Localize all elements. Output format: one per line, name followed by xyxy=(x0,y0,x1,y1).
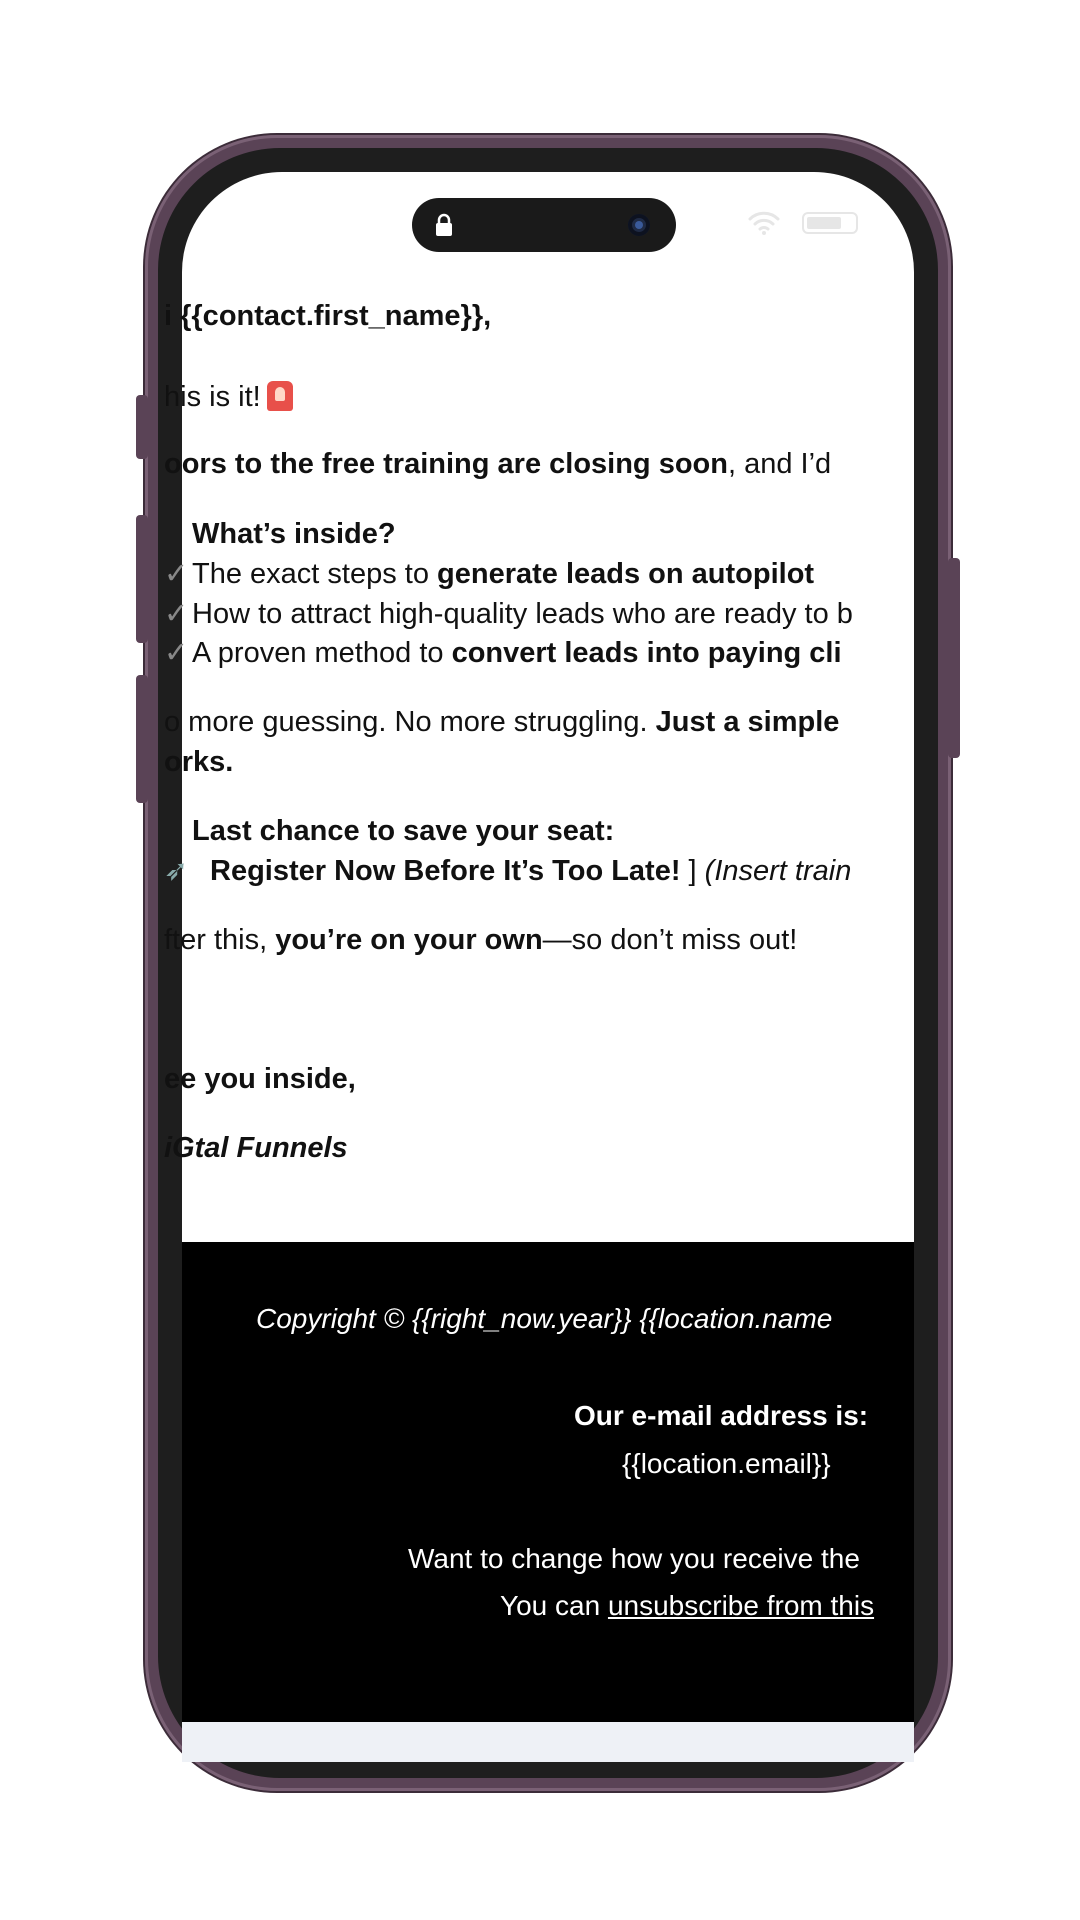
email-footer xyxy=(182,1242,914,1722)
see-you-line: ee you inside, xyxy=(164,1063,356,1095)
lock-icon xyxy=(434,213,454,237)
register-link[interactable]: Register Now Before It’s Too Late! xyxy=(210,855,681,887)
email-value[interactable]: {{location.email}} xyxy=(622,1448,831,1479)
volume-down-button xyxy=(136,675,148,803)
no-more-line: o more guessing. No more struggling. Just a simple xyxy=(164,706,840,738)
change-prefs-text: Want to change how you receive the xyxy=(408,1543,860,1574)
siren-icon xyxy=(267,381,293,411)
email-label: Our e-mail address is: xyxy=(574,1400,869,1431)
copyright-text: Copyright © {{right_now.year}} {{location.name xyxy=(256,1303,833,1334)
whats-inside-heading: What’s inside? xyxy=(192,518,396,550)
camera-icon xyxy=(628,214,650,236)
signature: iGtal Funnels xyxy=(164,1132,348,1164)
after-this-line: fter this, you’re on your own—so don’t miss out! xyxy=(164,924,798,956)
intro-line: his is it! xyxy=(164,377,293,417)
list-item-2: ✓ How to attract high-quality leads who are ready to b xyxy=(164,594,853,634)
dynamic-island xyxy=(412,198,676,252)
email-body xyxy=(164,172,914,1242)
check-icon: ✓ xyxy=(164,598,189,630)
register-line[interactable]: ➶ Register Now Before It’s Too Late! ] (Insert train xyxy=(164,851,851,891)
greeting: i {{contact.first_name}}, xyxy=(164,300,492,332)
bottom-strip xyxy=(182,1722,914,1762)
check-icon: ✓ xyxy=(164,637,189,669)
last-chance-heading: Last chance to save your seat: xyxy=(192,815,615,847)
phone-screen xyxy=(164,172,914,1754)
power-button xyxy=(948,558,960,758)
unsubscribe-line: You can unsubscribe from this xyxy=(500,1590,875,1621)
action-button xyxy=(136,395,148,459)
check-icon: ✓ xyxy=(164,558,189,590)
volume-up-button xyxy=(136,515,148,643)
list-item-3: ✓ A proven method to convert leads into paying cli xyxy=(164,633,842,673)
works-line: orks. xyxy=(164,746,234,778)
unsubscribe-link[interactable]: unsubscribe from this xyxy=(607,1590,875,1621)
closing-soon-line: oors to the free training are closing soon, and I’d xyxy=(164,448,832,480)
rocket-icon: ➶ xyxy=(164,855,189,887)
list-item-1: ✓ The exact steps to generate leads on autopilot xyxy=(164,554,814,594)
